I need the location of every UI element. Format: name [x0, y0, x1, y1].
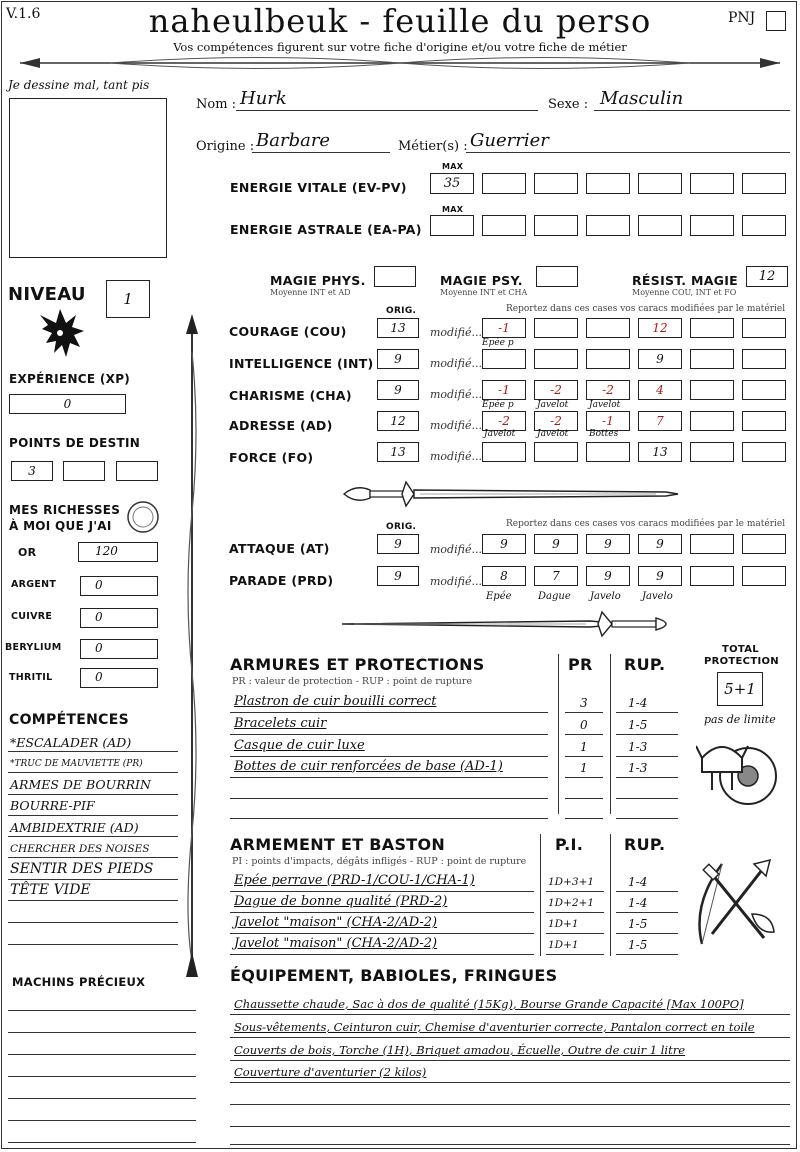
magie-phys-label: MAGIE PHYS.	[270, 273, 366, 288]
weapon-pi[interactable]: 1D+1	[548, 939, 579, 951]
combat-mod-attaque-3[interactable]	[586, 534, 630, 554]
armor-rup[interactable]: 1-3	[628, 740, 648, 754]
stat-mod-note: Javelot	[537, 400, 569, 410]
ev-box-1[interactable]	[482, 173, 526, 194]
equipment-line	[230, 1037, 790, 1038]
sexe-value[interactable]: Masculin	[600, 88, 684, 109]
stat-mod-value: 13	[652, 445, 668, 459]
stat-mod-force-2[interactable]	[534, 442, 578, 462]
modif-label: modifié...	[430, 326, 482, 339]
skill-item[interactable]: BOURRE-PIF	[10, 798, 95, 813]
weapon-rup[interactable]: 1-5	[628, 938, 648, 952]
stat-mod-charisme-6[interactable]	[742, 380, 786, 400]
armor-line	[565, 756, 603, 757]
combat-mod-parade-3[interactable]	[586, 566, 630, 586]
weapon-line	[546, 933, 604, 934]
stat-orig-value: 13	[390, 445, 406, 459]
weapon-rup[interactable]: 1-4	[628, 896, 648, 910]
wealth-cuivre-label: CUIVRE	[11, 611, 53, 622]
armor-line	[565, 712, 603, 713]
armor-rup[interactable]: 1-3	[628, 761, 648, 775]
ea-box-6[interactable]	[742, 215, 786, 236]
modif-label: modifié...	[430, 575, 482, 588]
stat-label-intelligence: INTELLIGENCE (INT)	[229, 356, 374, 371]
version-label: V.1.6	[6, 6, 41, 22]
stat-mod-courage-1[interactable]	[482, 318, 526, 338]
helmet-shield-icon	[696, 728, 780, 812]
armor-line	[616, 798, 678, 799]
stat-mod-value: -2	[602, 383, 614, 397]
stat-mod-adresse-3[interactable]	[586, 411, 630, 431]
skill-line	[8, 772, 178, 773]
equipment-line-text[interactable]: Couverture d'aventurier (2 kilos)	[234, 1065, 427, 1079]
equipment-line	[230, 1014, 790, 1015]
wealth-thritil-value: 0	[95, 670, 103, 684]
skill-item[interactable]: TÊTE VIDE	[10, 882, 91, 898]
combat-mod-attaque-4[interactable]	[638, 534, 682, 554]
stat-mod-charisme-2[interactable]	[534, 380, 578, 400]
armor-line	[616, 777, 678, 778]
magie-psy-label: MAGIE PSY.	[440, 273, 523, 288]
stat-mod-note: Epée p	[482, 338, 514, 348]
armor-name[interactable]: Plastron de cuir bouilli correct	[234, 694, 437, 709]
magie-phys-box[interactable]	[374, 266, 416, 287]
nom-value[interactable]: Hurk	[240, 88, 287, 109]
xp-box[interactable]	[9, 394, 126, 414]
ev-box-3[interactable]	[586, 173, 630, 194]
xp-label: EXPÉRIENCE (XP)	[9, 372, 131, 386]
stat-mod-force-5[interactable]	[690, 442, 734, 462]
combat-mod-attaque-1[interactable]	[482, 534, 526, 554]
metier-value[interactable]: Guerrier	[470, 130, 549, 151]
skill-line	[8, 922, 178, 923]
combat-label-attaque: ATTAQUE (AT)	[229, 541, 330, 556]
resist-magie-box[interactable]	[746, 266, 788, 287]
equipment-line	[230, 1082, 790, 1083]
weapon-line	[230, 954, 534, 955]
skill-line	[8, 836, 178, 837]
armor-line	[565, 777, 603, 778]
weapon-name[interactable]: Javelot "maison" (CHA-2/AD-2)	[234, 936, 438, 951]
ev-max-value: 35	[443, 176, 461, 191]
stat-orig-intelligence[interactable]	[377, 349, 419, 369]
armor-col-separator	[558, 654, 559, 814]
combat-mod-attaque-5[interactable]	[690, 534, 734, 554]
stat-mod-intelligence-2[interactable]	[534, 349, 578, 369]
modif-label: modifié...	[430, 543, 482, 556]
armor-line	[230, 712, 548, 713]
wealth-argent-value: 0	[95, 578, 103, 592]
weapon-line	[546, 954, 604, 955]
niveau-value: 1	[123, 290, 133, 308]
skill-line	[8, 900, 178, 901]
stat-mod-adresse-6[interactable]	[742, 411, 786, 431]
destin-value: 3	[28, 464, 36, 478]
armor-line	[230, 734, 548, 735]
combat-orig-label: ORIG.	[386, 522, 417, 532]
stat-mod-value: 7	[656, 414, 664, 428]
combat-weapon-label: Javelo	[642, 591, 673, 602]
decorative-spear-divider	[0, 52, 800, 74]
combat-weapon-label: Epée	[486, 591, 512, 602]
wealth-thritil-box[interactable]	[80, 668, 158, 688]
precious-line	[8, 1142, 196, 1143]
destin-box-2[interactable]	[63, 461, 105, 481]
weapons-title: ARMEMENT ET BASTON	[230, 835, 446, 854]
stat-mod-value: -1	[498, 321, 510, 335]
combat-mod-parade-4[interactable]	[638, 566, 682, 586]
armor-line	[616, 756, 678, 757]
stat-mod-note: Javelot	[589, 400, 621, 410]
stat-mod-value: 4	[656, 383, 664, 397]
stats-orig-label: ORIG.	[386, 306, 417, 316]
stat-mod-charisme-4[interactable]	[638, 380, 682, 400]
weapon-line	[616, 891, 678, 892]
weapon-line	[616, 954, 678, 955]
nom-underline	[236, 110, 538, 111]
magie-phys-sub: Moyenne INT et AD	[270, 288, 351, 297]
stat-mod-adresse-5[interactable]	[690, 411, 734, 431]
skill-item[interactable]: CHERCHER DES NOISES	[10, 843, 150, 855]
stat-mod-courage-4[interactable]	[638, 318, 682, 338]
combat-report-note: Reportez dans ces cases vos caracs modifiées par le matériel	[506, 519, 786, 529]
stat-mod-courage-5[interactable]	[690, 318, 734, 338]
equipment-line	[230, 1144, 790, 1145]
stat-label-charisme: CHARISME (CHA)	[229, 388, 352, 403]
combat-mod-value: 9	[604, 537, 612, 551]
combat-mod-value: 7	[552, 569, 560, 583]
niveau-label: NIVEAU	[8, 284, 86, 305]
armor-pr[interactable]: 1	[580, 761, 588, 775]
ev-box-6[interactable]	[742, 173, 786, 194]
dragon-icon	[30, 303, 88, 363]
modif-label: modifié...	[430, 419, 482, 432]
nom-label: Nom :	[196, 97, 237, 112]
ev-box-5[interactable]	[690, 173, 734, 194]
armor-rup[interactable]: 1-5	[628, 718, 648, 732]
armor-line	[616, 818, 678, 819]
weapon-pi[interactable]: 1D+1	[548, 918, 579, 930]
stat-mod-value: -1	[498, 383, 510, 397]
resist-magie-value: 12	[758, 269, 776, 284]
weapon-line	[230, 933, 534, 934]
skills-title: COMPÉTENCES	[9, 712, 129, 728]
combat-orig-value: 9	[394, 537, 402, 551]
weapon-name[interactable]: Epée perrave (PRD-1/COU-1/CHA-1)	[234, 873, 475, 888]
skill-line	[8, 944, 178, 945]
stat-mod-force-6[interactable]	[742, 442, 786, 462]
combat-mod-value: 9	[656, 569, 664, 583]
crossed-weapons-icon	[692, 854, 782, 950]
ea-label: ENERGIE ASTRALE (EA-PA)	[230, 222, 422, 237]
skill-line	[8, 857, 178, 858]
combat-orig-parade[interactable]	[377, 566, 419, 586]
stat-orig-adresse[interactable]	[377, 411, 419, 431]
weapon-pi[interactable]: 1D+3+1	[548, 876, 595, 888]
skill-item[interactable]: SENTIR DES PIEDS	[10, 861, 154, 877]
stat-orig-value: 9	[394, 383, 402, 397]
origine-value[interactable]: Barbare	[256, 130, 331, 151]
stat-mod-force-4[interactable]	[638, 442, 682, 462]
sheet-subtitle: Vos compétences figurent sur votre fiche d'origine et/ou votre fiche de métier	[173, 40, 627, 54]
combat-orig-value: 9	[394, 569, 402, 583]
wealth-berylium-value: 0	[95, 641, 103, 655]
ea-box-3[interactable]	[586, 215, 630, 236]
coin-icon	[126, 500, 160, 534]
stat-mod-intelligence-3[interactable]	[586, 349, 630, 369]
stat-orig-value: 13	[390, 321, 406, 335]
stat-mod-note: Bottes	[589, 429, 619, 439]
stat-mod-courage-6[interactable]	[742, 318, 786, 338]
wealth-cuivre-box[interactable]	[80, 608, 158, 628]
armor-subtitle: PR : valeur de protection - RUP : point de rupture	[232, 676, 473, 687]
xp-value: 0	[63, 397, 72, 411]
magie-psy-box[interactable]	[536, 266, 578, 287]
stat-mod-value: 12	[652, 321, 668, 335]
equipment-title: ÉQUIPEMENT, BABIOLES, FRINGUES	[230, 966, 558, 985]
armor-name[interactable]: Bracelets cuir	[234, 716, 327, 731]
origine-underline	[252, 152, 390, 153]
ea-max-label: MAX	[442, 205, 464, 214]
pnj-checkbox[interactable]	[766, 11, 786, 31]
combat-mod-value: 9	[500, 537, 508, 551]
skill-line	[8, 815, 178, 816]
metier-label: Métier(s) :	[398, 139, 468, 154]
stat-label-courage: COURAGE (COU)	[229, 324, 347, 339]
niveau-box[interactable]	[106, 280, 150, 318]
weapon-line	[616, 912, 678, 913]
stat-orig-charisme[interactable]	[377, 380, 419, 400]
total-protection-box[interactable]	[717, 672, 763, 706]
weapons-col-rup: RUP.	[624, 835, 666, 854]
armor-name[interactable]: Bottes de cuir renforcées de base (AD-1)	[234, 759, 503, 774]
combat-orig-attaque[interactable]	[377, 534, 419, 554]
total-protection-label: TOTAL	[722, 644, 759, 655]
armor-pr[interactable]: 3	[580, 696, 588, 710]
armor-pr[interactable]: 1	[580, 740, 588, 754]
total-protection-value: 5+1	[724, 680, 756, 698]
stat-label-adresse: ADRESSE (AD)	[229, 418, 333, 433]
wealth-argent-box[interactable]	[80, 576, 158, 596]
stat-mod-adresse-2[interactable]	[534, 411, 578, 431]
wealth-cuivre-value: 0	[95, 610, 103, 624]
wealth-berylium-box[interactable]	[80, 639, 158, 659]
equipment-line-text[interactable]: Couverts de bois, Torche (1H), Briquet amadou, Écuelle, Outre de cuir 1 litre	[234, 1043, 686, 1057]
skill-line	[8, 751, 178, 752]
equipment-line	[230, 1104, 790, 1105]
stat-mod-force-3[interactable]	[586, 442, 630, 462]
precious-title: MACHINS PRÉCIEUX	[12, 975, 146, 989]
ev-box-2[interactable]	[534, 173, 578, 194]
ea-box-5[interactable]	[690, 215, 734, 236]
stat-mod-charisme-3[interactable]	[586, 380, 630, 400]
armor-line	[565, 798, 603, 799]
resist-magie-sub: Moyenne COU, INT et FO	[632, 288, 737, 297]
armor-line	[565, 734, 603, 735]
weapon-name[interactable]: Dague de bonne qualité (PRD-2)	[234, 894, 448, 909]
skill-line	[8, 879, 178, 880]
weapon-rup[interactable]: 1-4	[628, 875, 648, 889]
skill-item[interactable]: *TRUC DE MAUVIETTE (PR)	[10, 759, 143, 769]
combat-mod-parade-6[interactable]	[742, 566, 786, 586]
stat-mod-intelligence-1[interactable]	[482, 349, 526, 369]
stat-mod-force-1[interactable]	[482, 442, 526, 462]
combat-mod-parade-5[interactable]	[690, 566, 734, 586]
armor-line	[565, 818, 603, 819]
wealth-title-1: MES RICHESSES	[9, 503, 121, 517]
stat-mod-note: Javelot	[484, 429, 516, 439]
skill-line	[8, 794, 178, 795]
ev-max-box[interactable]	[430, 173, 474, 194]
combat-label-parade: PARADE (PRD)	[229, 573, 334, 588]
skill-item[interactable]: AMBIDEXTRIE (AD)	[10, 820, 139, 835]
weapon-rup[interactable]: 1-5	[628, 917, 648, 931]
resist-magie-label: RÉSIST. MAGIE	[632, 273, 739, 288]
weapon-line	[546, 891, 604, 892]
wealth-or-value: 120	[95, 544, 118, 558]
stat-mod-adresse-1[interactable]	[482, 411, 526, 431]
weapon-pi[interactable]: 1D+2+1	[548, 897, 595, 909]
modif-label: modifié...	[430, 357, 482, 370]
equipment-line-text[interactable]: Chaussette chaude, Sac à dos de qualité (15Kg), Bourse Grande Capacité [Max 100PO]	[234, 997, 744, 1011]
ev-box-4[interactable]	[638, 173, 682, 194]
total-protection-note: pas de limite	[704, 713, 776, 726]
stat-mod-note: Epée p	[482, 400, 514, 410]
combat-mod-value: 9	[552, 537, 560, 551]
armor-col-rup: RUP.	[624, 655, 666, 674]
weapons-col-separator	[540, 834, 541, 956]
sword-icon	[340, 608, 684, 640]
stat-mod-adresse-4[interactable]	[638, 411, 682, 431]
ea-max-box[interactable]	[430, 215, 474, 236]
stat-mod-note: Javelot	[537, 429, 569, 439]
ea-box-1[interactable]	[482, 215, 526, 236]
armor-name[interactable]: Casque de cuir luxe	[234, 738, 365, 753]
precious-line	[8, 1010, 196, 1011]
stat-mod-value: -2	[550, 383, 562, 397]
stats-report-note: Reportez dans ces cases vos caracs modifiées par le matériel	[506, 304, 786, 314]
precious-line	[8, 1098, 196, 1099]
stat-mod-intelligence-6[interactable]	[742, 349, 786, 369]
weapon-name[interactable]: Javelot "maison" (CHA-2/AD-2)	[234, 915, 438, 930]
stat-mod-value: -2	[498, 414, 510, 428]
equipment-line	[230, 1126, 790, 1127]
ev-max-label: MAX	[442, 162, 464, 171]
modif-label: modifié...	[430, 388, 482, 401]
stat-mod-courage-3[interactable]	[586, 318, 630, 338]
wealth-argent-label: ARGENT	[11, 579, 57, 590]
wealth-thritil-label: THRITIL	[9, 672, 53, 683]
armor-col-separator	[610, 654, 611, 814]
armor-line	[230, 756, 548, 757]
sexe-label: Sexe :	[548, 97, 589, 112]
modif-label: modifié...	[430, 450, 482, 463]
stat-mod-charisme-5[interactable]	[690, 380, 734, 400]
wealth-or-label: OR	[18, 546, 37, 559]
equipment-line	[230, 1060, 790, 1061]
precious-line	[8, 1054, 196, 1055]
wealth-title-2: À MOI QUE J'AI	[9, 519, 112, 533]
combat-weapon-label: Javelo	[590, 591, 621, 602]
stat-mod-value: -1	[602, 414, 614, 428]
ea-box-2[interactable]	[534, 215, 578, 236]
stat-mod-value: 9	[656, 352, 664, 366]
combat-mod-value: 9	[604, 569, 612, 583]
skill-item[interactable]: ARMES DE BOURRIN	[10, 777, 151, 792]
combat-mod-attaque-2[interactable]	[534, 534, 578, 554]
sheet-title: naheulbeuk - feuille du perso	[148, 2, 652, 40]
wealth-or-box[interactable]	[78, 542, 158, 562]
combat-mod-value: 9	[656, 537, 664, 551]
stat-orig-value: 9	[394, 352, 402, 366]
combat-weapon-label: Dague	[538, 591, 571, 602]
armor-rup[interactable]: 1-4	[628, 696, 648, 710]
stat-mod-courage-2[interactable]	[534, 318, 578, 338]
precious-line	[8, 1120, 196, 1121]
armor-col-pr: PR	[568, 655, 593, 674]
combat-mod-parade-1[interactable]	[482, 566, 526, 586]
weapons-subtitle: PI : points d'impacts, dégâts infligés - RUP : point de rupture	[232, 856, 527, 867]
ev-label: ENERGIE VITALE (EV-PV)	[230, 180, 407, 195]
armor-title: ARMURES ET PROTECTIONS	[230, 655, 485, 674]
wealth-berylium-label: BERYLIUM	[5, 642, 62, 653]
stat-orig-courage[interactable]	[377, 318, 419, 338]
weapon-line	[230, 912, 534, 913]
ea-box-4[interactable]	[638, 215, 682, 236]
pnj-label: PNJ	[728, 10, 756, 26]
armor-pr[interactable]: 0	[580, 718, 588, 732]
portrait-box[interactable]	[9, 98, 167, 258]
stat-label-force: FORCE (FO)	[229, 450, 314, 465]
destin-box-3[interactable]	[116, 461, 158, 481]
precious-line	[8, 1076, 196, 1077]
equipment-line-text[interactable]: Sous-vêtements, Ceinturon cuir, Chemise d'aventurier correcte, Pantalon correct en toile	[234, 1020, 755, 1034]
combat-mod-parade-2[interactable]	[534, 566, 578, 586]
stat-orig-force[interactable]	[377, 442, 419, 462]
weapon-line	[230, 891, 534, 892]
combat-mod-attaque-6[interactable]	[742, 534, 786, 554]
stat-mod-intelligence-5[interactable]	[690, 349, 734, 369]
weapon-line	[546, 912, 604, 913]
magie-psy-sub: Moyenne INT et CHA	[440, 288, 528, 297]
stat-mod-intelligence-4[interactable]	[638, 349, 682, 369]
armor-line	[230, 798, 548, 799]
sword-icon	[336, 478, 680, 510]
origine-label: Origine :	[196, 139, 255, 154]
vertical-spear-divider	[180, 312, 204, 980]
stat-orig-value: 12	[390, 414, 406, 428]
armor-line	[230, 777, 548, 778]
skill-item[interactable]: *ESCALADER (AD)	[10, 735, 132, 750]
armor-line	[616, 712, 678, 713]
weapon-line	[616, 933, 678, 934]
stat-mod-value: -2	[550, 414, 562, 428]
combat-mod-value: 8	[500, 569, 508, 583]
portrait-caption: Je dessine mal, tant pis	[8, 78, 150, 92]
sexe-underline	[594, 110, 790, 111]
precious-line	[8, 1032, 196, 1033]
armor-line	[616, 734, 678, 735]
armor-line	[230, 818, 548, 819]
total-protection-label: PROTECTION	[704, 656, 779, 667]
stat-mod-charisme-1[interactable]	[482, 380, 526, 400]
weapons-col-pi: P.I.	[555, 835, 584, 854]
destin-label: POINTS DE DESTIN	[9, 436, 141, 450]
destin-box-1[interactable]	[11, 461, 53, 481]
metier-underline	[466, 152, 790, 153]
weapons-col-separator	[610, 834, 611, 956]
